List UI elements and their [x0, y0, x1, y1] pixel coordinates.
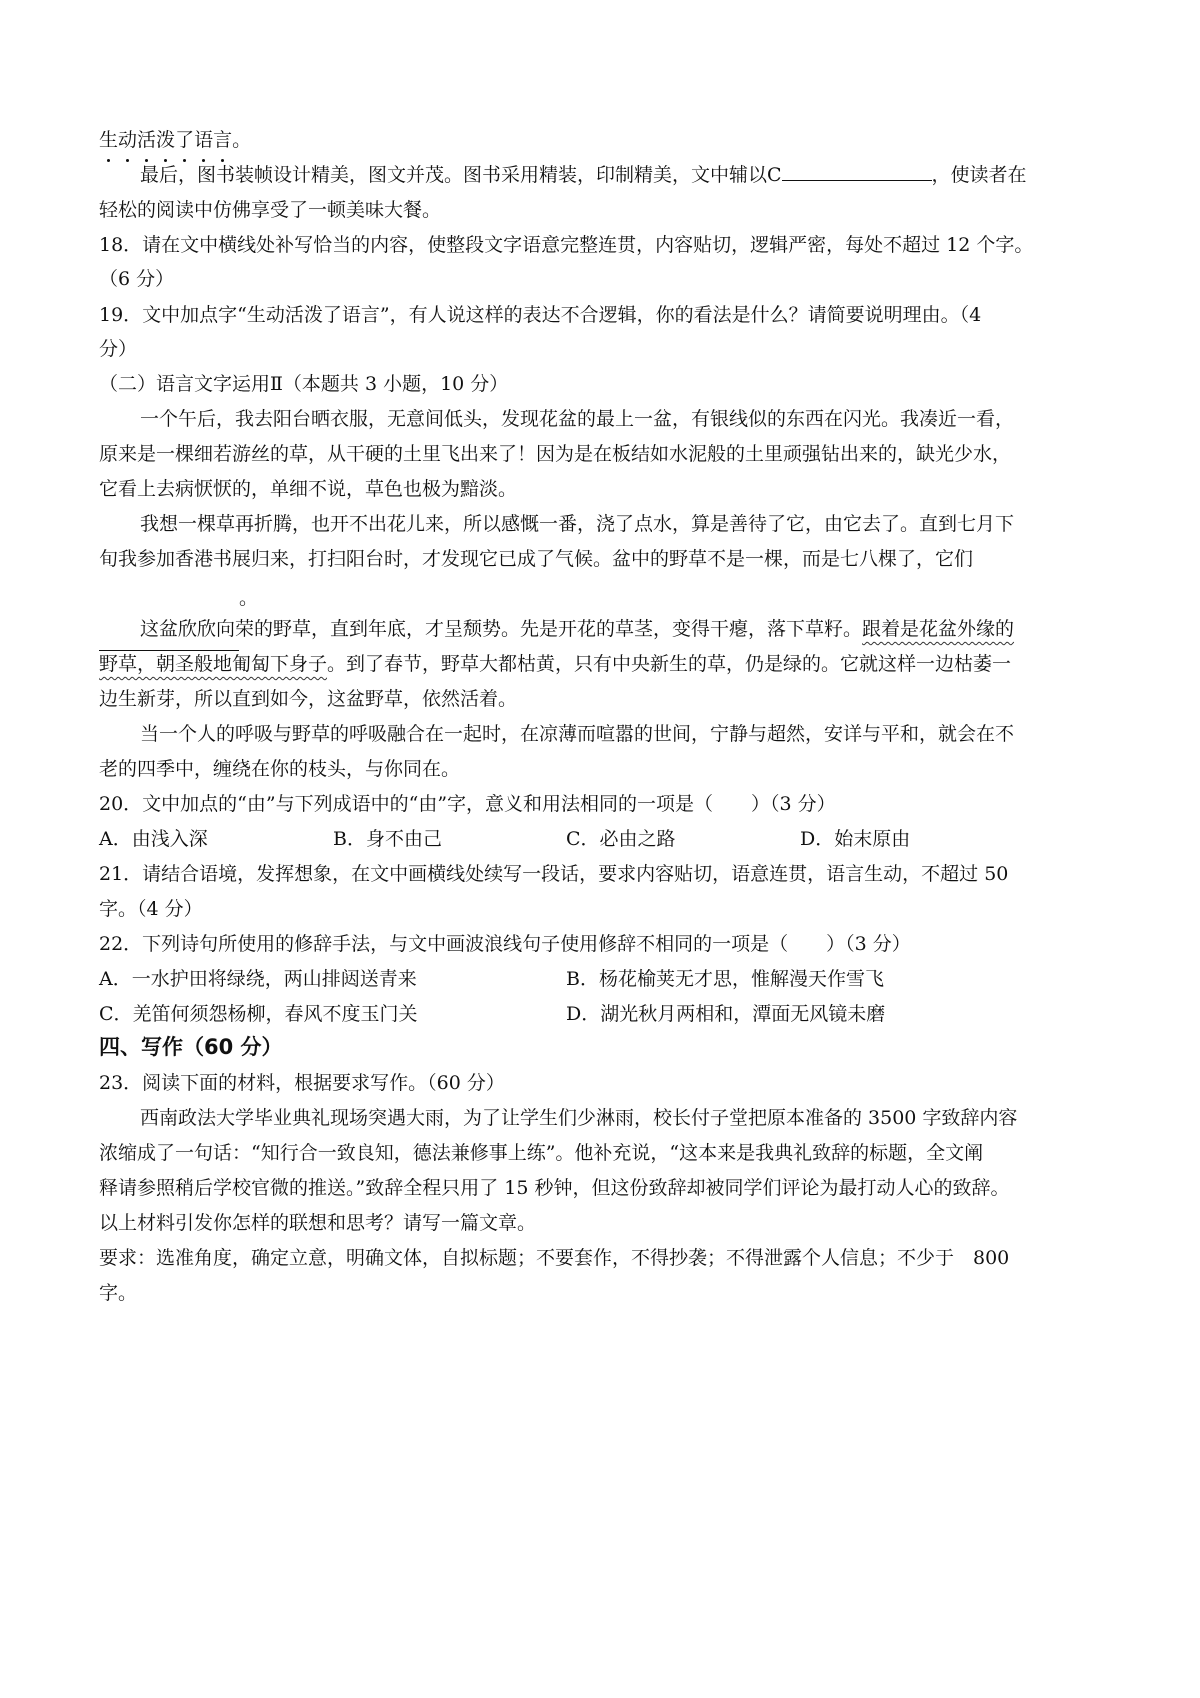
- q20-option-c: C．必由之路: [566, 828, 676, 850]
- material-line-2: 浓缩成了一句话：“知行合一致良知，德法兼修事上练”。他补充说，“这本来是我典礼致辞的标题，全文阐: [99, 1142, 984, 1164]
- q22-option-c: C．羌笛何须怨杨柳，春风不度玉门关: [99, 1003, 418, 1025]
- emphasized-char: 生: [99, 129, 119, 151]
- question-20: 20．文中加点的“由”与下列成语中的“由”字，意义和用法相同的一项是（ ）（3 分）: [99, 793, 836, 815]
- passage-p4-line-1: 当一个人的呼吸与野草的呼吸融合在一起时，在凉薄而喧嚣的世间，宁静与超然，安详与平和，就会在不: [140, 723, 1015, 745]
- text-line-1: [99, 127, 1109, 153]
- section-2-heading: （二）语言文字运用Ⅱ（本题共 3 小题，10 分）: [99, 373, 509, 395]
- question-19: 19．文中加点字“生动活泼了语言”，有人说这样的表达不合逻辑，你的看法是什么？请简要说明理由。（4: [99, 304, 982, 326]
- wavy-underlined-sentence: 跟着是花盆外缘的: [862, 618, 1015, 640]
- question-18-score: （6 分）: [99, 268, 175, 290]
- question-19-score: 分）: [99, 338, 138, 360]
- q20-option-d: D．始末原由: [800, 828, 911, 850]
- emphasized-text: [99, 129, 251, 151]
- emphasized-char: 。: [232, 129, 252, 151]
- question-23: 23．阅读下面的材料，根据要求写作。（60 分）: [99, 1072, 505, 1094]
- emphasized-char: 泼: [156, 129, 176, 151]
- passage-p3-line-1: [140, 616, 1109, 642]
- passage-p2-line-3: 。: [239, 587, 259, 609]
- passage-p3-text-2: 。到了春节，野草大都枯黄，只有中央新生的草，仍是绿的。它就这样一边枯萎一: [327, 653, 1012, 675]
- emphasized-char: 活: [137, 129, 157, 151]
- writing-requirements-end: 字。: [99, 1282, 138, 1304]
- emphasized-phrase: [99, 129, 251, 151]
- material-line-3: 释请参照稍后学校官微的推送。”致辞全程只用了 15 秒钟，但这份致辞却被同学们评论为最打动人心的致辞。: [99, 1177, 1010, 1199]
- passage-p1-line-3: 它看上去病恹恹的，单细不说，草色也极为黯淡。: [99, 478, 518, 500]
- text-line-3: 轻松的阅读中仿佛享受了一顿美味大餐。: [99, 199, 442, 221]
- emphasized-char: 言: [213, 129, 233, 151]
- line-2-text: 最后，图书装帧设计精美，图文并茂。图书采用精装，印制精美，文中辅以C: [140, 164, 782, 186]
- question-22: 22．下列诗句所使用的修辞手法，与文中画波浪线句子使用修辞不相同的一项是（ ）（3 分）: [99, 933, 911, 955]
- passage-p2-line-2: 旬我参加香港书展归来，打扫阳台时，才发现它已成了气候。盆中的野草不是一棵，而是七八棵了，它们: [99, 548, 974, 570]
- question-18: 18．请在文中横线处补写恰当的内容，使整段文字语意完整连贯，内容贴切，逻辑严密，每处不超过 12 个字。: [99, 234, 1034, 256]
- q22-option-d: D．湖光秋月两相和，潭面无风镜未磨: [566, 1003, 886, 1025]
- question-21-score: 字。（4 分）: [99, 898, 203, 920]
- passage-p3-line-3: 边生新芽，所以直到如今，这盆野草，依然活着。: [99, 688, 518, 710]
- passage-p1-line-2: 原来是一棵细若游丝的草，从干硬的土里飞出来了！因为是在板结如水泥般的土里顽强钻出来的，缺光少水，: [99, 443, 1012, 465]
- writing-requirements: 要求：选准角度，确定立意，明确文体，自拟标题；不要套作，不得抄袭；不得泄露个人信息；不少于 800: [99, 1247, 1010, 1269]
- wavy-underlined-sentence-end: 野草，朝圣般地匍匐下身子: [99, 653, 328, 675]
- text-line-2: [140, 162, 1109, 188]
- passage-p3-line-2: [99, 651, 1109, 677]
- section-4-heading: 四、写作（60 分）: [99, 1035, 283, 1059]
- material-line-4: 以上材料引发你怎样的联想和思考？请写一篇文章。: [99, 1212, 537, 1234]
- line-2-tail: ，使读者在: [931, 164, 1027, 186]
- material-line-1: 西南政法大学毕业典礼现场突遇大雨，为了让学生们少淋雨，校长付子堂把原本准备的 3500 字致辞内容: [140, 1107, 1018, 1129]
- passage-p1-line-1: 一个午后，我去阳台晒衣服，无意间低头，发现花盆的最上一盆，有银线似的东西在闪光。我凑近一看，: [140, 408, 1015, 430]
- q20-option-b: B．身不由己: [333, 828, 442, 850]
- emphasized-char: 语: [194, 129, 214, 151]
- q20-option-a: A．由浅入深: [99, 828, 208, 850]
- passage-p3-text: 这盆欣欣向荣的野草，直到年底，才呈颓势。先是开花的草茎，变得干瘪，落下草籽。: [140, 618, 863, 640]
- passage-p2-line-1: 我想一棵草再折腾，也开不出花儿来，所以感慨一番，浇了点水，算是善待了它，由它去了。直到七月下: [140, 513, 1015, 535]
- question-21: 21．请结合语境，发挥想象，在文中画横线处续写一段话，要求内容贴切，语意连贯，语言生动，不超过 50: [99, 863, 1009, 885]
- fill-blank-c: [782, 162, 932, 181]
- emphasized-char: 了: [175, 129, 195, 151]
- emphasized-char: 动: [118, 129, 138, 151]
- q22-option-a: A．一水护田将绿绕，两山排闼送青来: [99, 968, 417, 990]
- q22-option-b: B．杨花榆荚无才思，惟解漫天作雪飞: [566, 968, 884, 990]
- passage-p4-line-2: 老的四季中，缠绕在你的枝头，与你同在。: [99, 758, 461, 780]
